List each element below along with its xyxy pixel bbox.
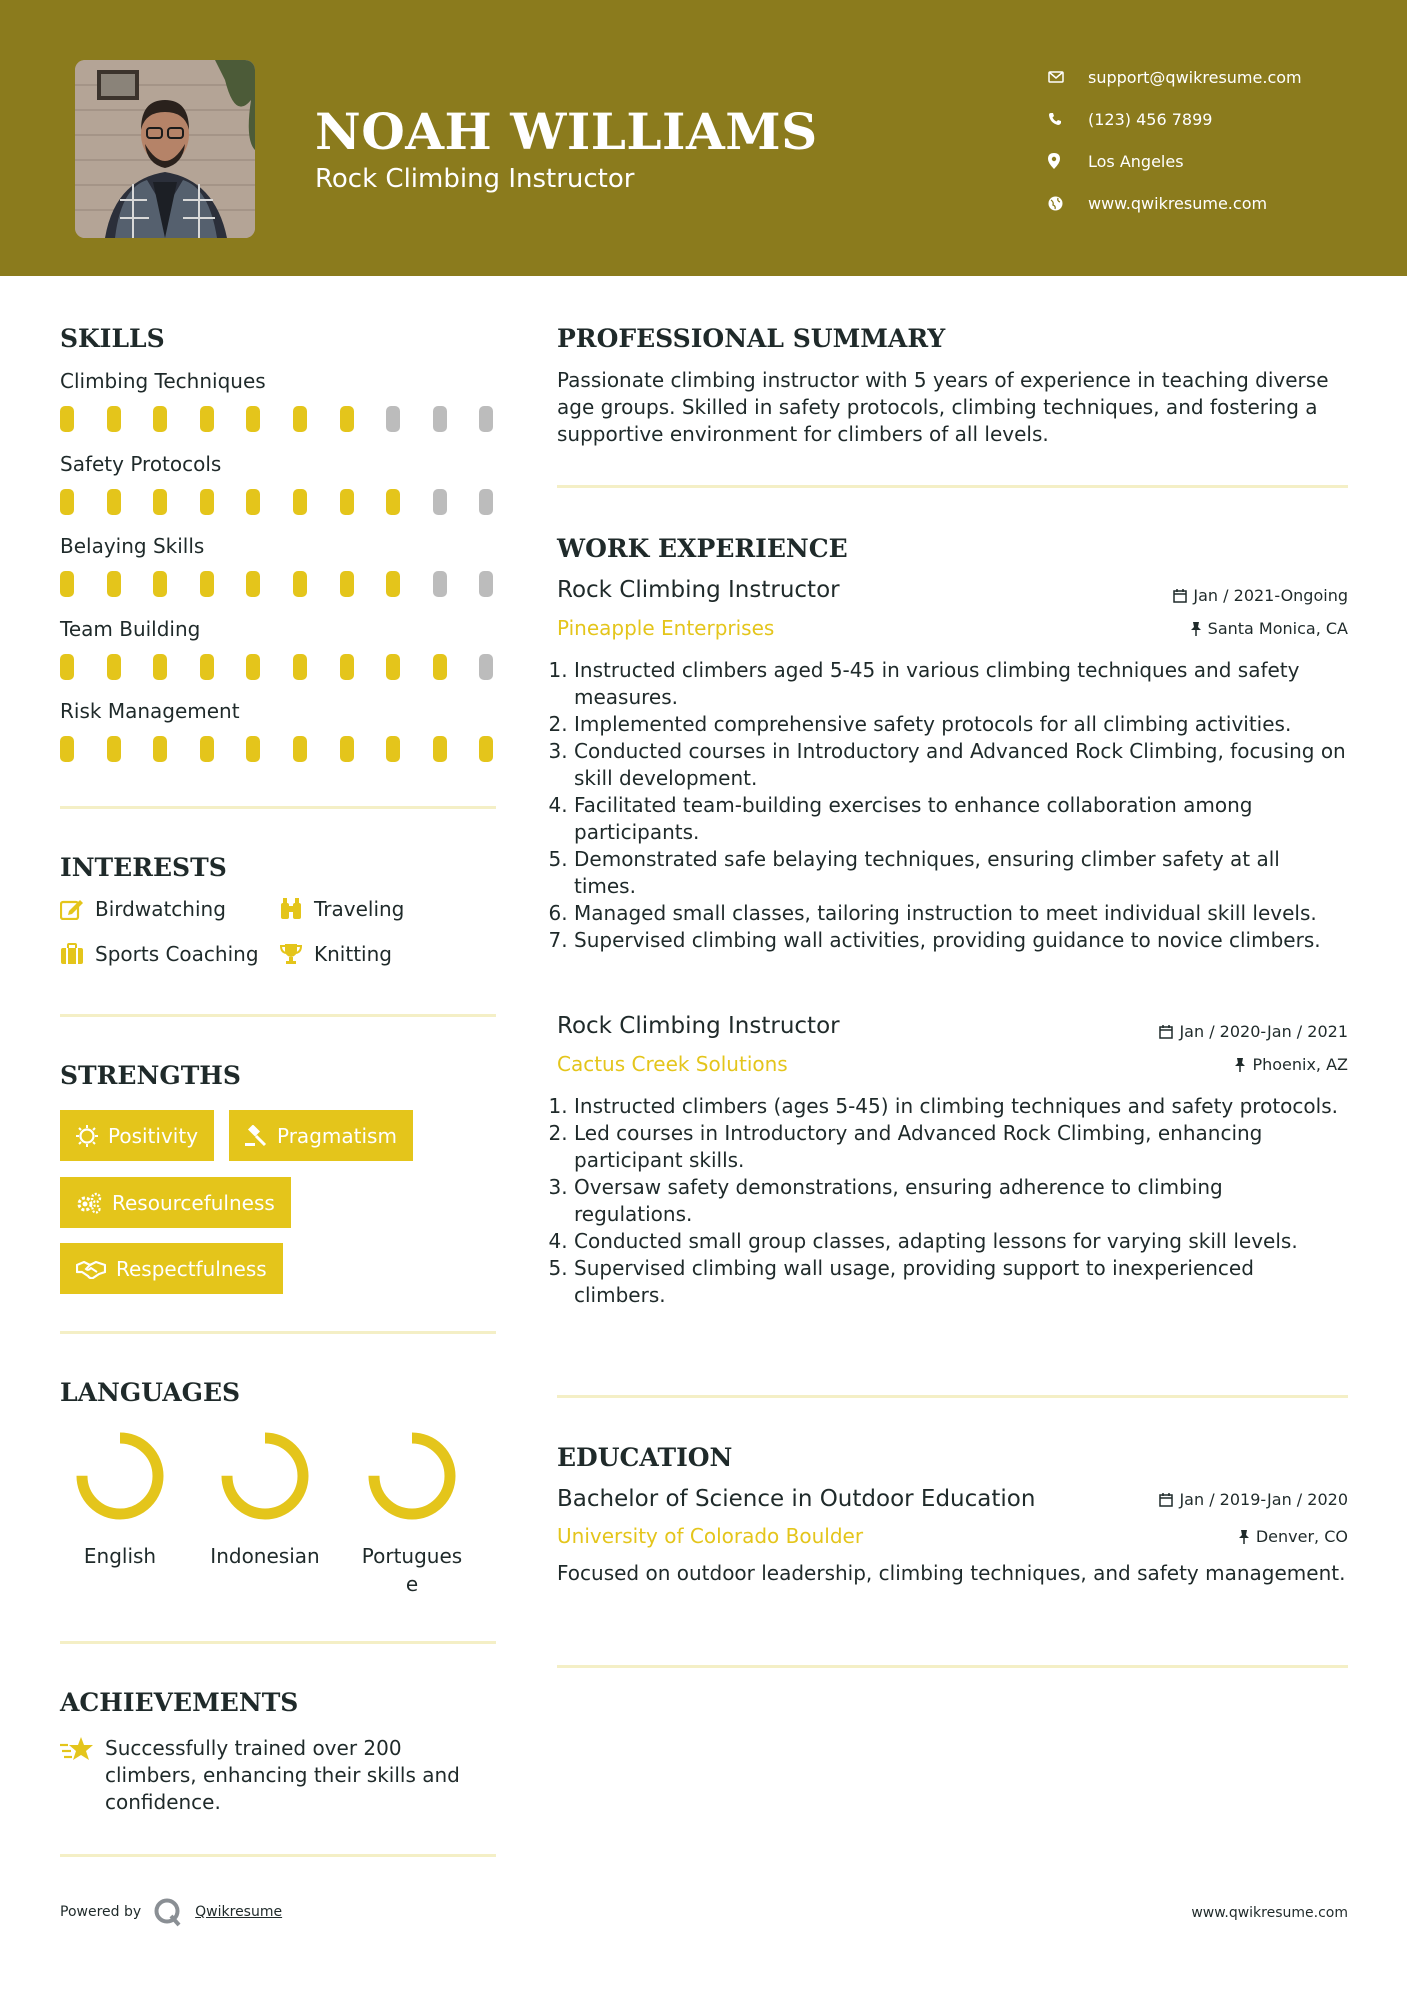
job-duties <box>557 657 1347 954</box>
profile-photo-image <box>75 60 255 238</box>
binoculars-icon <box>279 897 314 921</box>
skill-pill-empty <box>386 406 400 432</box>
language-level-ring <box>217 1428 313 1524</box>
skill-pill-filled <box>340 571 354 597</box>
languages-divider <box>60 1641 496 1644</box>
duty-item: 5. Supervised climbing wall usage, providing support to inexperienced climbers. <box>574 1255 1347 1309</box>
briefcase-icon <box>60 943 95 965</box>
contact-email[interactable] <box>1048 56 1302 98</box>
job-title: Rock Climbing Instructor <box>557 1013 840 1039</box>
skill-pill-filled <box>293 489 307 515</box>
strength-badge <box>60 1243 283 1294</box>
summary-title: PROFESSIONAL SUMMARY <box>557 324 946 353</box>
skill-pill-filled <box>153 654 167 680</box>
sun-icon <box>76 1125 98 1147</box>
powered-by-text: Powered by <box>60 1904 142 1920</box>
contact-email-text: support@qwikresume.com <box>1088 67 1302 87</box>
strength-label: Resourcefulness <box>112 1190 275 1215</box>
skill-pill-filled <box>60 406 74 432</box>
qwikresume-logo-icon <box>153 1897 183 1927</box>
language-item <box>200 1428 330 1570</box>
skill-pill-filled <box>433 736 447 762</box>
contact-location <box>1048 140 1302 182</box>
calendar-icon <box>1173 589 1187 603</box>
skill-pill-filled <box>107 654 121 680</box>
interest-label: Knitting <box>314 942 392 966</box>
job-dates <box>1173 586 1348 605</box>
skill-pill-filled <box>153 736 167 762</box>
star-icon <box>60 1735 94 1767</box>
skill-pill-filled <box>200 654 214 680</box>
skill-pill-empty <box>479 406 493 432</box>
interest-label: Birdwatching <box>95 897 226 921</box>
map-pin-icon <box>1048 153 1088 169</box>
interest-item <box>279 897 404 921</box>
job-company: Cactus Creek Solutions <box>557 1052 788 1076</box>
interests-divider <box>60 1014 496 1017</box>
pushpin-icon <box>1190 622 1202 636</box>
education-dates <box>1159 1490 1348 1509</box>
strength-label: Pragmatism <box>277 1123 397 1148</box>
skill-level-bar <box>60 736 526 762</box>
skill-level-bar <box>60 654 526 680</box>
job-title: Rock Climbing Instructor <box>557 577 840 603</box>
gavel-icon <box>245 1125 267 1147</box>
skill-pill-filled <box>153 571 167 597</box>
gears-icon <box>76 1192 102 1214</box>
duty-item: 2. Led courses in Introductory and Advanced Rock Climbing, enhancing participant skills. <box>574 1120 1347 1174</box>
experience-divider <box>557 1395 1348 1398</box>
skill-pill-filled <box>60 489 74 515</box>
duty-item: 4. Conducted small group classes, adapting lessons for varying skill levels. <box>574 1228 1347 1255</box>
duty-item: 1. Instructed climbers aged 5-45 in various climbing techniques and safety measures. <box>574 657 1347 711</box>
skill-pill-empty <box>479 654 493 680</box>
skill-pill-filled <box>153 489 167 515</box>
job-location-text: Phoenix, AZ <box>1252 1055 1348 1074</box>
job-dates-text: Jan / 2021-Ongoing <box>1193 586 1348 605</box>
duty-item: 3. Conducted courses in Introductory and Advanced Rock Climbing, focusing on skill development. <box>574 738 1347 792</box>
achievements-title: ACHIEVEMENTS <box>60 1688 299 1717</box>
interest-item <box>60 942 259 966</box>
skill-pill-filled <box>479 736 493 762</box>
language-level-arc <box>227 1438 303 1514</box>
skill-pill-filled <box>200 736 214 762</box>
skill-pill-filled <box>107 489 121 515</box>
education-school: University of Colorado Boulder <box>557 1524 864 1548</box>
skill-pill-filled <box>386 736 400 762</box>
education-description: Focused on outdoor leadership, climbing techniques, and safety management. <box>557 1561 1346 1585</box>
skill-pill-empty <box>479 571 493 597</box>
skill-level-bar <box>60 489 526 515</box>
interest-label: Traveling <box>314 897 405 921</box>
duty-item: 1. Instructed climbers (ages 5-45) in climbing techniques and safety protocols. <box>574 1093 1347 1120</box>
candidate-role: Rock Climbing Instructor <box>315 164 635 194</box>
job-company: Pineapple Enterprises <box>557 616 775 640</box>
skill-label: Belaying Skills <box>60 534 205 558</box>
contact-website-text: www.qwikresume.com <box>1088 193 1268 213</box>
interest-item <box>279 942 392 966</box>
skill-pill-filled <box>246 736 260 762</box>
strength-badge <box>60 1177 291 1228</box>
strengths-title: STRENGTHS <box>60 1061 241 1090</box>
contact-list <box>1048 56 1302 224</box>
achievements-divider <box>60 1854 496 1857</box>
interest-label: Sports Coaching <box>95 942 259 966</box>
skill-pill-filled <box>60 654 74 680</box>
duty-item: 3. Oversaw safety demonstrations, ensuring adherence to climbing regulations. <box>574 1174 1347 1228</box>
contact-phone-text: (123) 456 7899 <box>1088 109 1213 129</box>
skill-pill-empty <box>479 489 493 515</box>
skill-pill-filled <box>386 571 400 597</box>
strengths-divider <box>60 1331 496 1334</box>
skill-pill-filled <box>200 406 214 432</box>
calendar-icon <box>1159 1025 1173 1039</box>
pencil-square-icon <box>60 898 95 920</box>
skill-pill-empty <box>433 571 447 597</box>
skill-pill-filled <box>293 654 307 680</box>
skill-pill-filled <box>340 736 354 762</box>
pushpin-icon <box>1234 1058 1246 1072</box>
language-label: Portugues e <box>361 1544 463 1596</box>
phone-icon <box>1048 112 1088 126</box>
job-location <box>1234 1055 1348 1074</box>
interests-title: INTERESTS <box>60 853 227 882</box>
pushpin-icon <box>1238 1530 1250 1544</box>
skill-pill-filled <box>293 406 307 432</box>
language-level-arc <box>82 1438 158 1514</box>
job-duties <box>557 1093 1347 1309</box>
job-location-text: Santa Monica, CA <box>1207 619 1348 638</box>
contact-phone[interactable] <box>1048 98 1302 140</box>
language-level-ring <box>364 1428 460 1524</box>
skill-label: Team Building <box>60 616 201 641</box>
strength-label: Positivity <box>108 1123 199 1148</box>
skill-level-bar <box>60 571 526 597</box>
profile-photo <box>75 60 255 238</box>
education-dates-text: Jan / 2019-Jan / 2020 <box>1179 1490 1348 1509</box>
education-degree: Bachelor of Science in Outdoor Education <box>557 1486 1036 1512</box>
strength-label: Respectfulness <box>116 1256 267 1281</box>
skill-pill-filled <box>340 406 354 432</box>
job-dates <box>1159 1022 1348 1041</box>
interest-item <box>60 897 226 921</box>
skill-pill-filled <box>246 489 260 515</box>
skills-divider <box>60 806 496 809</box>
skills-title: SKILLS <box>60 324 165 353</box>
handshake-icon <box>76 1259 106 1279</box>
duty-item: 2. Implemented comprehensive safety protocols for all climbing activities. <box>574 711 1347 738</box>
candidate-name: NOAH WILLIAMS <box>315 102 818 161</box>
contact-location-text: Los Angeles <box>1088 151 1184 171</box>
skill-pill-filled <box>340 489 354 515</box>
language-item <box>55 1428 185 1570</box>
skill-pill-filled <box>107 406 121 432</box>
duty-item: 7. Supervised climbing wall activities, providing guidance to novice climbers. <box>574 927 1347 954</box>
languages-title: LANGUAGES <box>60 1378 241 1407</box>
skill-pill-filled <box>200 571 214 597</box>
skill-pill-filled <box>246 406 260 432</box>
education-divider <box>557 1665 1348 1668</box>
footer-website[interactable]: www.qwikresume.com <box>1191 1905 1348 1921</box>
skill-pill-filled <box>200 489 214 515</box>
job-location <box>1190 619 1348 638</box>
qwikresume-link[interactable]: Qwikresume <box>195 1904 283 1920</box>
skill-pill-filled <box>153 406 167 432</box>
job-dates-text: Jan / 2020-Jan / 2021 <box>1179 1022 1348 1041</box>
calendar-icon <box>1159 1493 1173 1507</box>
language-item <box>347 1428 477 1598</box>
skill-label: Safety Protocols <box>60 451 222 476</box>
skill-pill-filled <box>246 571 260 597</box>
skill-label: Risk Management <box>60 699 240 723</box>
skill-pill-filled <box>246 654 260 680</box>
skill-pill-filled <box>107 736 121 762</box>
achievement-text: Successfully trained over 200 climbers, enhancing their skills and confidence. <box>105 1736 460 1814</box>
contact-website[interactable] <box>1048 182 1302 224</box>
summary-divider <box>557 485 1348 488</box>
skill-pill-filled <box>293 736 307 762</box>
experience-title: WORK EXPERIENCE <box>557 534 848 563</box>
education-location <box>1238 1527 1348 1546</box>
envelope-icon <box>1048 71 1088 83</box>
skill-level-bar <box>60 406 526 432</box>
strength-badge <box>60 1110 214 1161</box>
resume-header <box>0 0 1407 276</box>
language-label: Indonesian <box>210 1544 320 1568</box>
trophy-icon <box>279 942 314 966</box>
strength-badge <box>229 1110 413 1161</box>
skill-label: Climbing Techniques <box>60 369 266 393</box>
duty-item: 4. Facilitated team-building exercises to enhance collaboration among participants. <box>574 792 1347 846</box>
skill-pill-empty <box>433 489 447 515</box>
education-location-text: Denver, CO <box>1255 1527 1348 1546</box>
language-level-arc <box>374 1438 450 1514</box>
skill-pill-filled <box>107 571 121 597</box>
skill-pill-filled <box>60 571 74 597</box>
summary-text: Passionate climbing instructor with 5 years of experience in teaching diverse age groups. Skilled in safety protocols, climbing techniques, and fostering a supportive environment for climbers of all levels. <box>557 368 1329 446</box>
skill-pill-filled <box>386 489 400 515</box>
skill-pill-filled <box>433 654 447 680</box>
skill-pill-filled <box>60 736 74 762</box>
skill-pill-filled <box>386 654 400 680</box>
language-label: English <box>83 1544 157 1568</box>
footer-powered-by <box>60 1897 282 1927</box>
globe-icon <box>1048 196 1088 211</box>
skill-pill-empty <box>433 406 447 432</box>
skill-pill-filled <box>293 571 307 597</box>
language-level-ring <box>72 1428 168 1524</box>
skill-pill-filled <box>340 654 354 680</box>
duty-item: 5. Demonstrated safe belaying techniques, ensuring climber safety at all times. <box>574 846 1347 900</box>
education-title: EDUCATION <box>557 1443 733 1472</box>
duty-item: 6. Managed small classes, tailoring instruction to meet individual skill levels. <box>574 900 1347 927</box>
